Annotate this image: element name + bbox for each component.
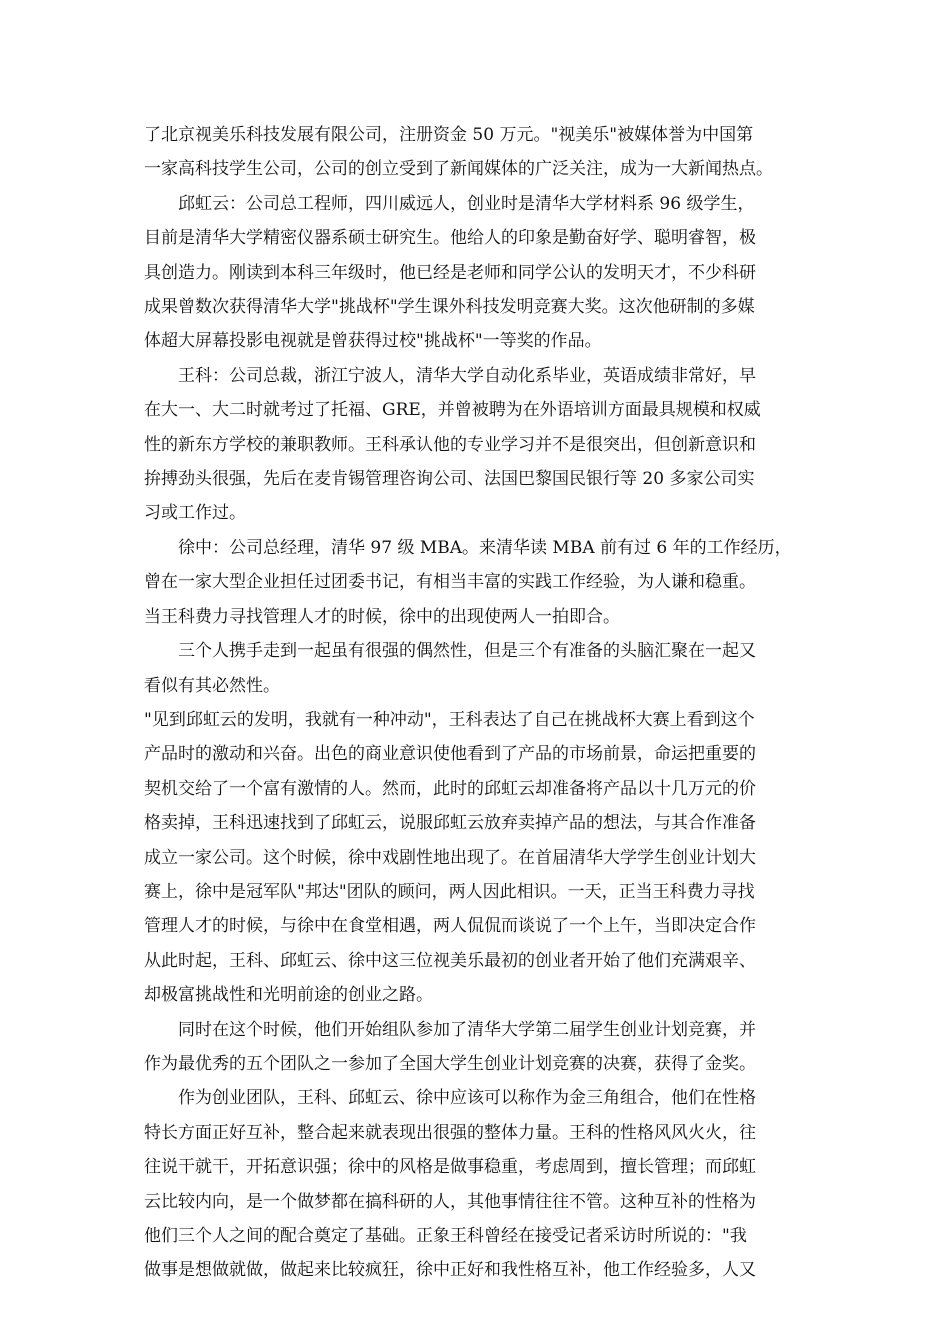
- paragraph-competition: 同时在这个时候，他们开始组队参加了清华大学第二届学生创业计划竞赛，并 作为最优秀的五个团队之一参加了全国大学生创业计划竞赛的决赛，获得了金奖。: [144, 1019, 756, 1074]
- paragraph-qiu-hongyun: 邱虹云：公司总工程师，四川威远人，创业时是清华大学材料系 96 级学生， 目前是清华大学精密仪器系硕士研究生。他给人的印象是勤奋好学、聪明睿智，极 具创造力。刚读到本科三年级时，他已经是老师和同学公认的发明天才，不少科研 成果曾数次获得清华大学"挑战杯"学生课外科技发明竞赛大奖。这次他研制的多媒 体超大屏幕投影电视就是曾获得过校"挑战杯"一等奖的作品。: [144, 193, 756, 352]
- paragraph-team-meeting: 三个人携手走到一起虽有很强的偶然性，但是三个有准备的头脑汇聚在一起又 看似有其必然性。: [144, 641, 756, 696]
- paragraph-xu-zhong: 徐中：公司总经理，清华 97 级 MBA。来清华读 MBA 前有过 6 年的工作经历， 曾在一家大型企业担任过团委书记，有相当丰富的实践工作经验，为人谦和稳重。 当王科费力寻找管理人才的时候，徐中的出现使两人一拍即合。: [144, 537, 792, 627]
- paragraph-golden-triangle: 作为创业团队，王科、邱虹云、徐中应该可以称作为金三角组合，他们在性格 特长方面正好互补，整合起来就表现出很强的整体力量。王科的性格风风火火，往 往说干就干，开拓意识强；徐中的风格是做事稳重，考虑周到，擅长管理；而邱虹 云比较内向，是一个做梦都在搞科研的人，其他事情往往不管。这种互补的性格为 他们三个人之间的配合奠定了基础。正象王科曾经在接受记者采访时所说的："我 做事是想做就做，做起来比较疯狂，徐中正好和我性格互补，他工作经验多，人又: [144, 1088, 756, 1281]
- paragraph-founding-story: "见到邱虹云的发明，我就有一种冲动"，王科表达了自己在挑战杯大赛上看到这个 产品时的激动和兴奋。出色的商业意识使他看到了产品的市场前景，命运把重要的 契机交给了一个富有激情的人。然而，此时的邱虹云却准备将产品以十几万元的价 格卖掉，王科迅速找到了邱虹云，说服邱虹云放弃卖掉产品的想法，与其合作准备 成立一家公司。这个时候，徐中戏剧性地出现了。在首届清华大学学生创业计划大 赛上，徐中是冠军队"邦达"团队的顾问，两人因此相识。一天，正当王科费力寻找 管理人才的时候，与徐中在食堂相遇，两人侃侃而谈说了一个上午，当即决定合作 从此时起，王科、邱虹云、徐中这三位视美乐最初的创业者开始了他们充满艰辛、 却极富挑战性和光明前途的创业之路。: [144, 709, 756, 1006]
- paragraph-company-founding: 了北京视美乐科技发展有限公司，注册资金 50 万元。"视美乐"被媒体誉为中国第 一家高科技学生公司，公司的创立受到了新闻媒体的广泛关注，成为一大新闻热点。: [144, 125, 773, 180]
- document-body: [144, 118, 814, 1288]
- paragraph-wang-ke: 王科：公司总裁，浙江宁波人，清华大学自动化系毕业，英语成绩非常好，早 在大一、大二时就考过了托福、GRE，并曾被聘为在外语培训方面最具规模和权威 性的新东方学校的兼职教师。王科承认他的专业学习并不是很突出，但创新意识和 拚搏劲头很强，先后在麦肯锡管理咨询公司、法国巴黎国民银行等 20 多家公司实 习或工作过。: [144, 365, 761, 524]
